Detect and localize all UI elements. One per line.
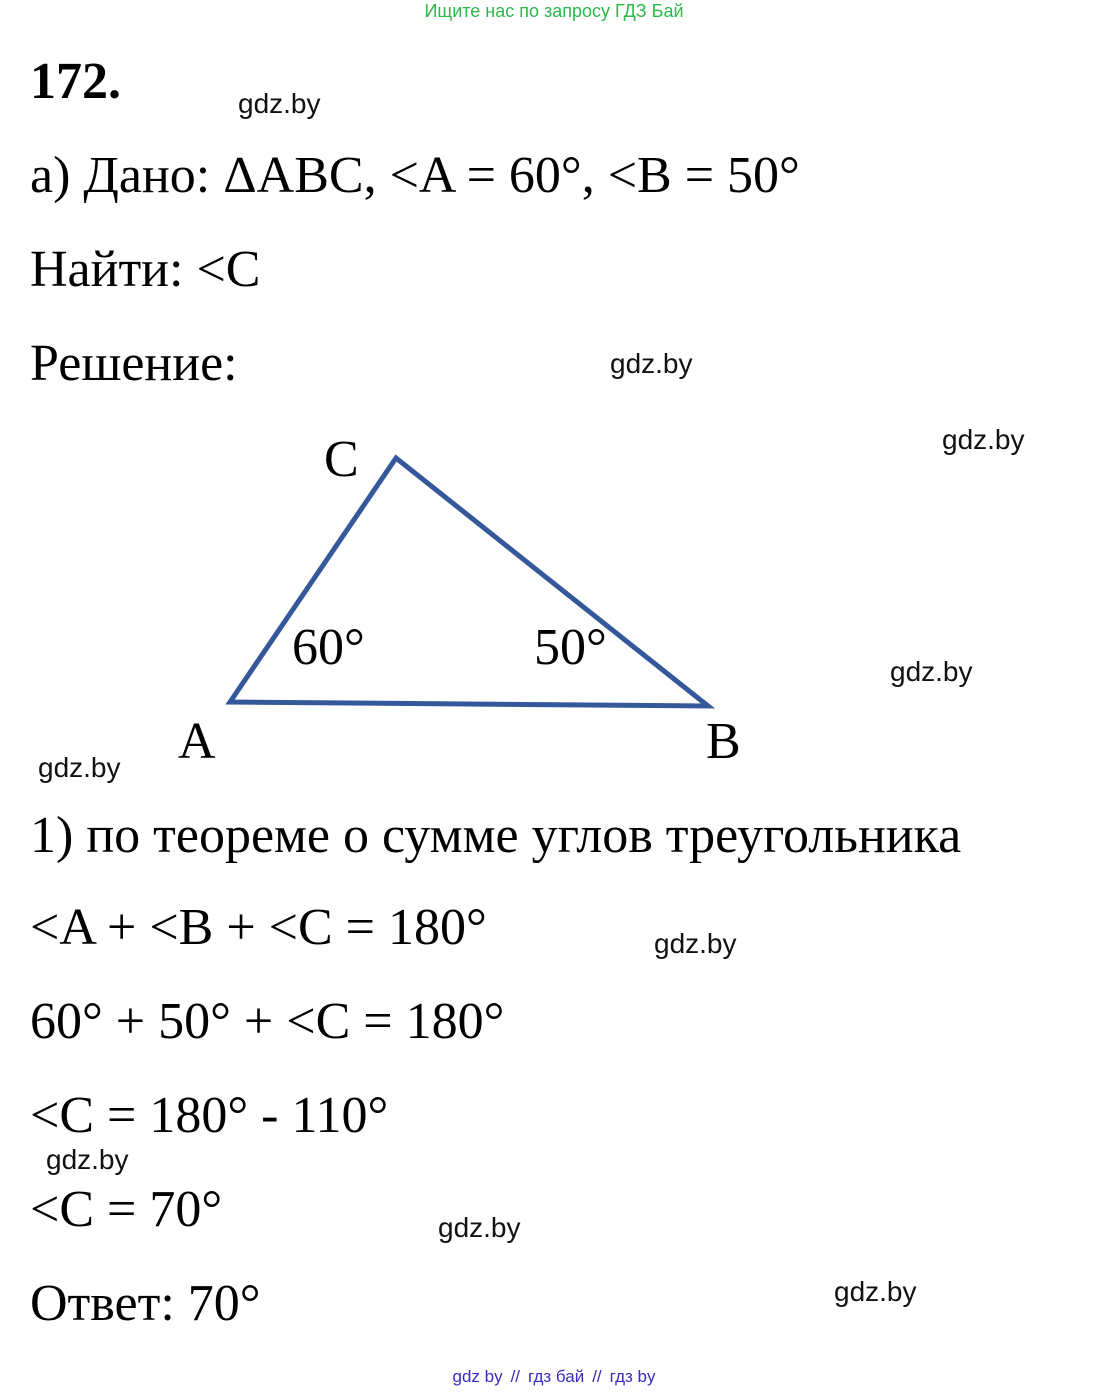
angle-label-a: 60° xyxy=(292,619,365,676)
step-2: <A + <B + <C = 180° xyxy=(30,899,487,956)
angle-label-b: 50° xyxy=(534,619,607,676)
watermark: gdz.by xyxy=(942,424,1025,455)
vertex-label-a: A xyxy=(178,713,216,770)
step-4: <C = 180° - 110° xyxy=(30,1087,389,1144)
watermark: gdz.by xyxy=(654,928,737,959)
watermark: gdz.by xyxy=(610,348,693,379)
watermark: gdz.by xyxy=(890,656,973,687)
problem-number: 172. xyxy=(30,53,121,110)
footer-separator: // xyxy=(592,1367,602,1386)
watermark: gdz.by xyxy=(438,1212,521,1243)
step-1: 1) по теореме о сумме углов треугольника xyxy=(30,807,962,864)
step-3: 60° + 50° + <C = 180° xyxy=(30,993,505,1050)
watermark: gdz.by xyxy=(834,1276,917,1307)
footer-separator: // xyxy=(510,1367,521,1386)
watermark: gdz.by xyxy=(38,752,121,783)
footer-links xyxy=(0,1366,1108,1388)
watermark: gdz.by xyxy=(46,1144,129,1175)
vertex-label-c: C xyxy=(324,431,359,488)
vertex-label-b: B xyxy=(706,713,741,770)
find-line: Найти: <C xyxy=(30,241,261,298)
step-5: <C = 70° xyxy=(30,1181,223,1238)
solution-heading: Решение: xyxy=(30,335,238,392)
footer-link-gdz-bai[interactable]: гдз бай xyxy=(528,1367,585,1386)
watermark: gdz.by xyxy=(238,88,321,119)
footer-link-gdz-by[interactable]: gdz by xyxy=(452,1367,503,1386)
top-banner[interactable]: Ищите нас по запросу ГДЗ Бай xyxy=(424,1,684,21)
triangle-diagram xyxy=(0,400,1108,780)
answer-line: Ответ: 70° xyxy=(30,1275,261,1332)
given-line: а) Дано: ΔABC, <A = 60°, <B = 50° xyxy=(30,147,800,204)
footer-link-gdz-by-ru[interactable]: гдз by xyxy=(609,1367,656,1386)
